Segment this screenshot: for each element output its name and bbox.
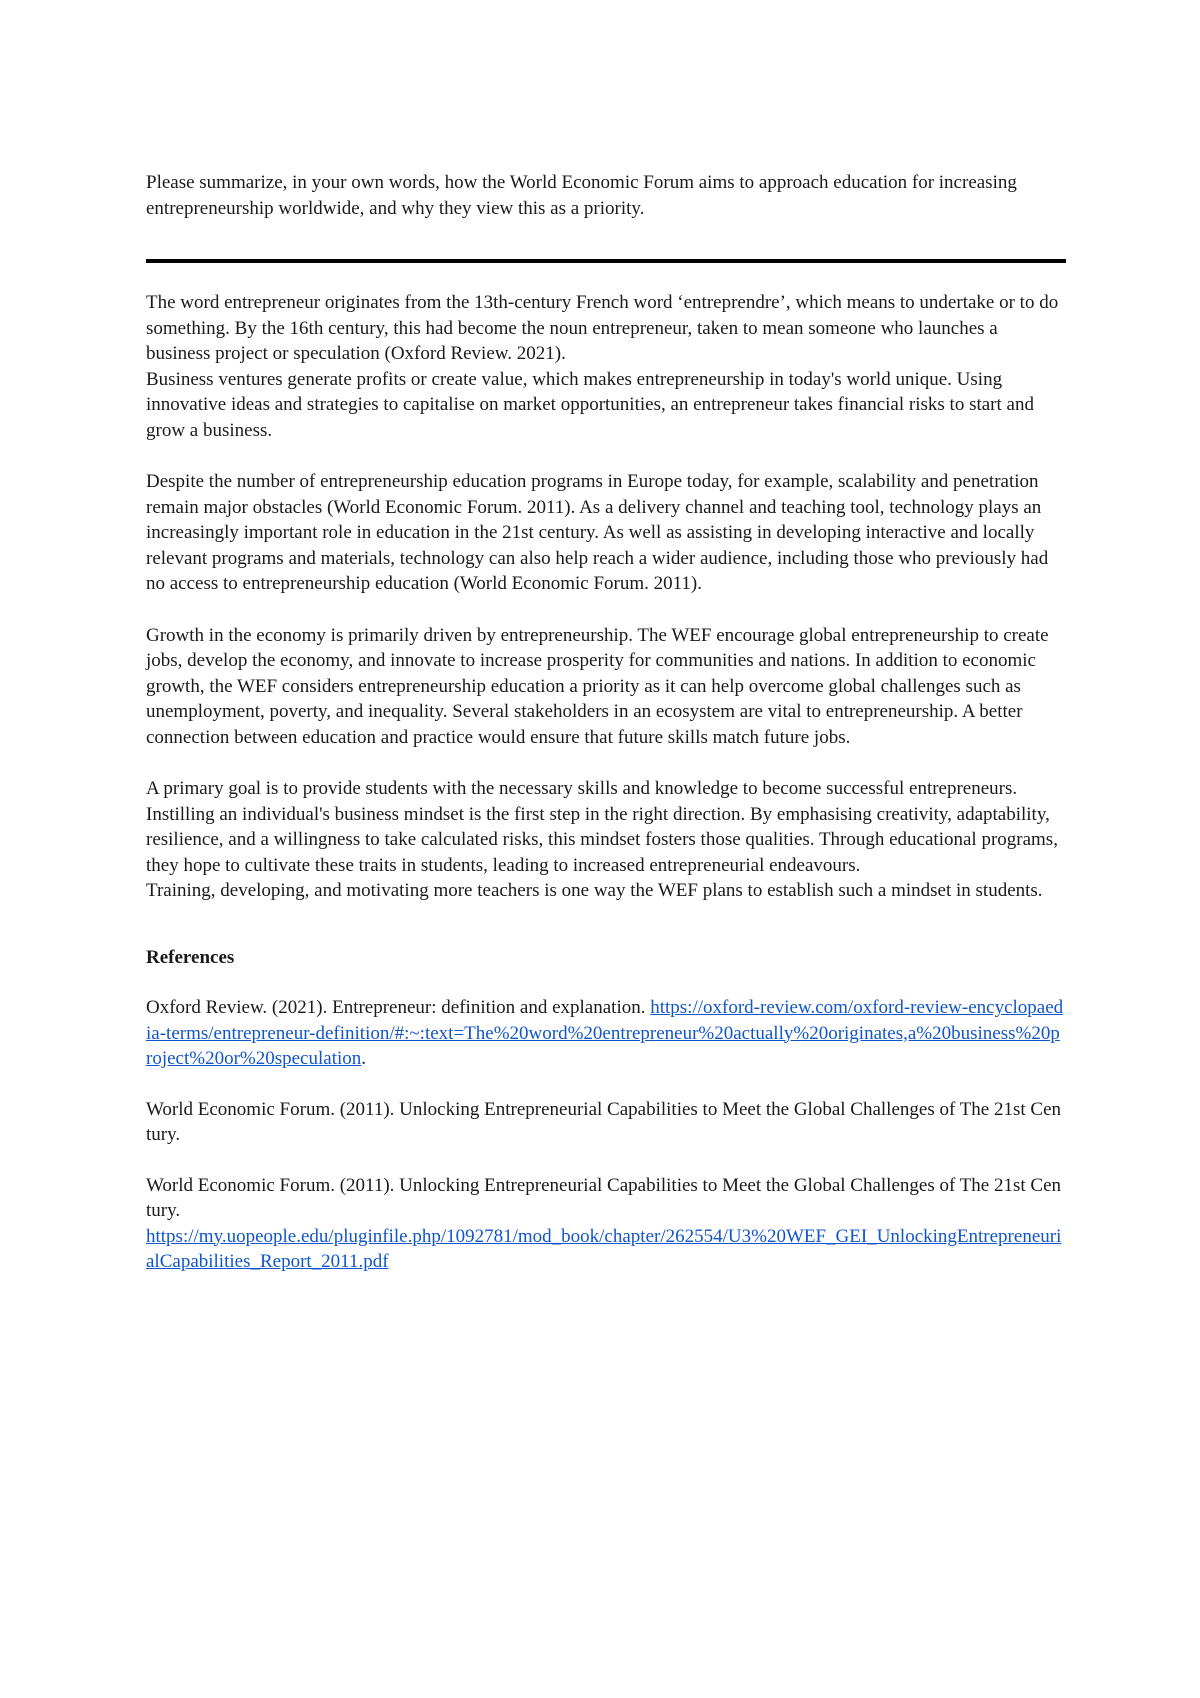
reference-text: World Economic Forum. (2011). Unlocking Entrepreneurial Capabilities to Meet the Global Challenges of The 21st Century. (146, 1174, 1062, 1221)
references-heading: References (146, 946, 235, 968)
reference-link[interactable]: https://my.uopeople.edu/pluginfile.php/1092781/mod_book/chapter/262554/U3%20WEF_GEI_UnlockingEntrepreneurialCapabilities_Report_2011.pdf (146, 1225, 1062, 1272)
paragraph-line: A primary goal is to provide students with the necessary skills and knowledge to become successful entrepreneurs. Instilling an individual's business mindset is the first step in the right direction. By emphasising creativity, adaptability, resilience, and a willingness to take calculated risks, this mindset fosters those qualities. Through educational programs, they hope to cultivate these traits in students, leading to increased entrepreneurial endeavours. (146, 778, 1058, 876)
reference-item-2 (146, 1097, 1066, 1148)
reference-text: Oxford Review. (2021). Entrepreneur: definition and explanation. (146, 997, 646, 1018)
paragraph-1 (146, 290, 1066, 443)
paragraph-2 (146, 469, 1066, 597)
references-list (146, 995, 1066, 1275)
assignment-question: Please summarize, in your own words, how the World Economic Forum aims to approach education for increasing entrepreneurship worldwide, and why they view this as a priority. (146, 172, 1017, 219)
horizontal-rule (146, 259, 1066, 263)
paragraph-line: Business ventures generate profits or create value, which makes entrepreneurship in today's world unique. Using innovative ideas and strategies to capitalise on market opportunities, an entrepreneur takes financial risks to start and grow a business. (146, 368, 1034, 441)
reference-trailing-punctuation: . (361, 1048, 367, 1069)
paragraph-line: Growth in the economy is primarily driven by entrepreneurship. The WEF encourage global entrepreneurship to create jobs, develop the economy, and innovate to increase prosperity for communities and nations. In addition to economic growth, the WEF considers entrepreneurship education a priority as it can help overcome global challenges such as unemployment, poverty, and inequality. Several stakeholders in an ecosystem are vital to entrepreneurship. A better connection between education and practice would ensure that future skills match future jobs. (146, 624, 1049, 748)
reference-item-1 (146, 995, 1066, 1072)
paragraph-line: The word entrepreneur originates from the 13th-century French word ‘entreprendre’, which means to undertake or to do something. By the 16th century, this had become the noun entrepreneur, taken to mean someone who launches a business project or speculation (Oxford Review. 2021). (146, 292, 1059, 364)
paragraph-line: Training, developing, and motivating more teachers is one way the WEF plans to establish such a mindset in students. (146, 880, 1043, 901)
answer-body (146, 290, 1066, 904)
paragraph-3 (146, 623, 1066, 751)
paragraph-line: Despite the number of entrepreneurship education programs in Europe today, for example, scalability and penetration remain major obstacles (World Economic Forum. 2011). As a delivery channel and teaching tool, technology plays an increasingly important role in education in the 21st century. As well as assisting in developing interactive and locally relevant programs and materials, technology can also help reach a wider audience, including those who previously had no access to entrepreneurship education (World Economic Forum. 2011). (146, 471, 1049, 594)
reference-text: World Economic Forum. (2011). Unlocking Entrepreneurial Capabilities to Meet the Global Challenges of The 21st Century. (146, 1098, 1062, 1145)
document-page (146, 170, 1066, 1300)
reference-link[interactable]: https://oxford-review.com/oxford-review-encyclopaedia-terms/entrepreneur-definition/#:~:text=The%20word%20entrepreneur%20actually%20originates,a%20business%20project%20or%20speculation (146, 997, 1064, 1069)
reference-item-3 (146, 1173, 1066, 1275)
paragraph-4 (146, 776, 1066, 904)
